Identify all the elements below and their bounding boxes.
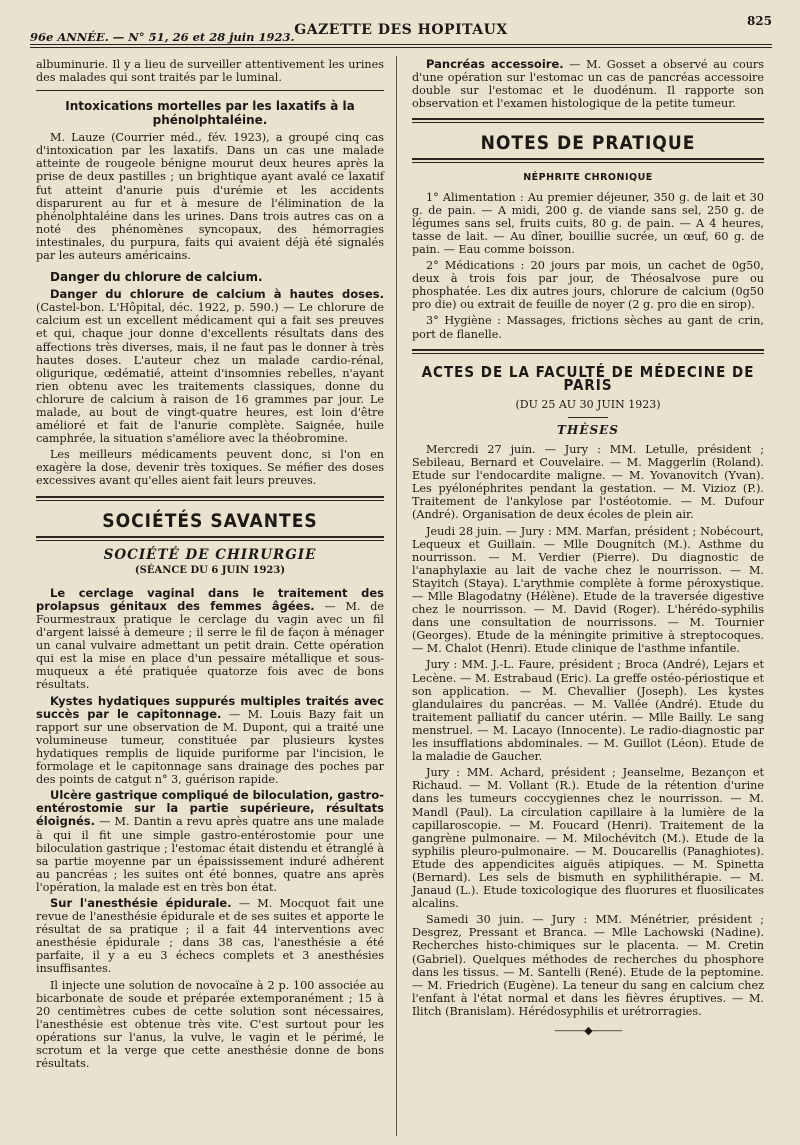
paragraph-alimentation: 1° Alimentation : Au premier déjeuner, 350 g. de lait et 30 g. de pain. — A midi, 200 g. de viande sans sel, 250 g. de légumes sans sel, fruits cuits, 80 g. de pain. — A 4 heures, tasse de lait. — Au dîner, bouillie sucrée, un œuf, 60 g. de pain. — Eau comme boisson. bbox=[412, 190, 764, 256]
text-cerclage: — M. de Fourmestraux pratique le cerclage du vagin avec un fil d'argent laissé à demeure ; il serre le fil de façon à ménager un canal vulvaire admettant un petit drain. Cette opération qui est la mise en place d'un pessaire métallique et sous-muqueux a été pratiquée quatorze fois avec de bons résultats. bbox=[36, 599, 385, 692]
section-title-notes: NOTES DE PRATIQUE bbox=[480, 132, 696, 155]
paragraph-samedi: Samedi 30 juin. — Jury : MM. Ménétrier, président ; Desgrez, Pressant et Branca. — Mlle Lachowski (Nadine). Recherches histo-chimiques sur le placenta. — M. Cretin (Gabriel). Quelques méthodes de recherches du phosphore dans les tissus. — M. Santelli (René). Etude de la peptomine. — M. Friedrich (Eugène). La teneur du sang en calcium chez l'enfant à l'état normal et dans les fièvres éruptives. — M. Ilitch (Branislam). Hérédosyphilis et urétrorragies. bbox=[412, 913, 764, 1018]
text-anesthesie: — M. Mocquot fait une revue de l'anesthésie épidurale et de ses suites et apporte le résultat de sa pratique ; il a fait 44 interventions avec anesthésie épidurale ; dans 38 cas, l'anesthésie a été parfaite, il y a eu 3 échecs complets et 3 anesthésies insuffisantes. bbox=[36, 896, 384, 976]
runhead-anesthesie: Sur l'anesthésie épidurale. bbox=[50, 895, 232, 910]
paragraph-jury-achard: Jury : MM. Achard, président ; Jeanselme, Bezançon et Richaud. — M. Vollant (R.). Etude de la rétention d'urine dans les tumeurs coccygiennes chez le nourrisson. — M. Mandl (Paul). La circulation capillaire à la lumière de la capillaroscopie. — M. Foucard (Henri). Traitement de la gangrène pulmonaire. — M. Milochévitch (M.). Etude de la syphilis pleuro-pulmonaire. — M. Doucarellis (Panaghiotes). Etude des appendicites aiguës atipiques. — M. Spinetta (Bernard). Les sels de bismuth en syphilithérapie. — M. Janaud (L.). Etude toxicologique des fluorures et fluosilicates alcalins. bbox=[412, 766, 764, 911]
section-title-societes: SOCIÉTÉS SAVANTES bbox=[102, 509, 318, 532]
section-rule bbox=[412, 349, 764, 354]
paragraph-kystes bbox=[36, 695, 384, 787]
paragraph-hygiene: 3° Hygiène : Massages, frictions sèches au gant de crin, port de flanelle. bbox=[412, 314, 764, 341]
paragraph-ulcere bbox=[36, 789, 384, 894]
paragraph-mercredi: Mercredi 27 juin. — Jury : MM. Letulle, président ; Sebileau, Bernard et Couvelaire. — M. Maggerlin (Roland). Etude sur l'endocardite maligne. — M. Yovanovitch (Yvan). Les pyélonéphrites pendant la gestation. — M. Vizioz (P.). Traitement de l'ankylose par l'ostéotomie. — M. Dufour (André). Organisation de deux écoles de plein air. bbox=[412, 442, 764, 522]
seance-date: (SÉANCE DU 6 JUIN 1923) bbox=[134, 564, 286, 576]
paragraph-anesthesie-2: Il injecte une solution de novocaïne à 2 p. 100 associée au bicarbonate de soude et préparée extemporanément ; 15 à 20 centimètres cubes de cette solution sont nécessaires, l'anesthésie est obtenue très vite. C'est surtout pour les opérations sur l'anus, la vulve, le vagin et le périmé, le scrotum et la verge que cette anesthésie donne de bons résultats. bbox=[36, 978, 384, 1071]
section-rule bbox=[412, 118, 764, 123]
journal-title: GAZETTE DES HOPITAUX bbox=[294, 22, 508, 38]
text-danger: (Castel-bon. L'Hôpital, déc. 1922, p. 590.) — Le chlorure de calcium est un excellent médicament qui a fait ses preuves et qui, chaque jour donne d'excellents résultats dans des affections très diverses, mais, il ne faut pas le donner à très hautes doses. L'auteur chez un malade cardio-rénal, oligurique, œdématié, atteint d'insomnies rebelles, n'ayant rien obtenu avec les traitements classiques, donne du chlorure de calcium à raison de 16 grammes par jour. Le malade, au bout de vingt-quatre heures, est loin d'être amélioré et fait de l'anurie complète. Saignée, huile camphrée, la situation s'améliore avec la théobromine. bbox=[36, 301, 384, 446]
actes-dates: (DU 25 AU 30 JUIN 1923) bbox=[515, 397, 661, 411]
section-title-actes: ACTES DE LA FACULTÉ DE MÉDECINE DE PARIS bbox=[421, 362, 755, 394]
paragraph-danger bbox=[36, 288, 384, 445]
page-header bbox=[30, 10, 772, 50]
paragraph-jury-faure: Jury : MM. J.-L. Faure, président ; Broca (André), Lejars et Lecène. — M. Estrabaud (Eric). La greffe ostéo-périostique et son application. — M. Chevallier (Joseph). Les kystes glandulaires du pancréas. — M. Vallée (André). Etude du traitement palliatif du cancer utérin. — Mlle Bailly. Le sang menstruel. — M. Lacayo (Innocente). Le radio-diagnostic par les insufflations abdominales. — M. Guillot (Léon). Etude de la maladie de Gaucher. bbox=[412, 658, 764, 764]
paragraph-danger-2: Les meilleurs médicaments peuvent donc, si l'on en exagère la dose, devenir très toxiques. Se méfier des doses excessives avant qu'elles aient fait leurs preuves. bbox=[36, 448, 384, 488]
header-rule bbox=[30, 44, 772, 48]
section-rule bbox=[36, 536, 384, 541]
right-column bbox=[412, 58, 764, 1037]
end-ornament: ———◆——— bbox=[554, 1024, 622, 1037]
society-name: SOCIÉTÉ DE CHIRURGIE bbox=[103, 546, 317, 563]
runhead-pancreas: Pancréas accessoire. bbox=[426, 57, 564, 71]
heading-danger: Danger du chlorure de calcium. bbox=[50, 270, 263, 285]
runhead-kystes: Kystes hydatiques suppurés multiples traités avec succès par le capitonnage. bbox=[36, 693, 384, 721]
runhead-cerclage: Le cerclage vaginal dans le traitement des prolapsus génitaux des femmes âgées. bbox=[36, 585, 384, 613]
paragraph-albuminurie: albuminurie. Il y a lieu de surveiller attentivement les urines des malades qui sont traités par le luminal. bbox=[36, 58, 384, 85]
paragraph-anesthesie bbox=[36, 897, 384, 976]
subheading-nephrite: NÉPHRITE CHRONIQUE bbox=[523, 172, 653, 184]
paragraph-intoxications: M. Lauze (Courrier méd., fév. 1923), a groupé cinq cas d'intoxication par les laxatifs. Dans un cas une malade atteinte de rougeole bénigne mourut deux heures après la prise de deux pastilles ; un brightique ayant avalé ce laxatif fut atteint d'anurie puis d'urémie et les accidents disparurent au fur et à mesure de l'élimination de la phénolphtaléine dans les urines. Dans trois autres cas on a noté des phénomènes syncopaux, des hémorragies intestinales, du purpura, faits qui avaient déjà été signalés par les auteurs américains. bbox=[36, 131, 384, 263]
text-kystes: — M. Louis Bazy fait un rapport sur une observation de M. Dupont, qui a traité une volumineuse tumeur, constituée par plusieurs kystes hydatiques remplis de liquide puriforme par l'incision, le formolage et le capitonnage sans drainage des poches par des points de catgut n° 3, guérison rapide. bbox=[36, 707, 384, 787]
text-ulcere: — M. Dantin a revu après quatre ans une malade à qui il fit une simple gastro-entérostomie pour une biloculation gastrique ; l'estomac était distendu et étranglé à sa partie moyenne par un épaississement induré adhérent au pancréas ; les suites ont été bonnes, quatre ans après l'opération, la malade est en très bon état. bbox=[36, 815, 384, 894]
runhead-ulcere: Ulcère gastrique compliqué de biloculation, gastro-entérostomie sur la partie supérieure, résultats éloignés. bbox=[36, 788, 384, 829]
paragraph-pancreas bbox=[412, 58, 764, 110]
section-rule bbox=[36, 496, 384, 501]
paragraph-jeudi: Jeudi 28 juin. — Jury : MM. Marfan, président ; Nobécourt, Lequeux et Guillain. — Mlle Dougnitch (M.). Asthme du nourrisson. — M. Verdier (Pierre). Du diagnostic de l'anaphylaxie au lait de vache chez le nourrisson. — M. Stayitch (Staya). L'arythmie complète à forme péroxystique. — Mlle Blagodatny (Hélène). Etude de la traversée digestive chez le nourrisson. — M. David (Roger). L'hérédo-syphilis dans une consultation de nourrissons. — M. Tournier (Georges). Etude de la méningite primitive à streptocoques. — M. Chalot (Henri). Etude clinique de l'asthme infantile. bbox=[412, 524, 764, 656]
column-divider bbox=[396, 56, 397, 1136]
page-number: 825 bbox=[746, 14, 772, 28]
left-column bbox=[36, 58, 384, 1073]
subheading-theses: THÈSES bbox=[557, 422, 619, 437]
paragraph-medications: 2° Médications : 20 jours par mois, un cachet de 0g50, deux à trois fois par jour, de Théosalvose pure ou phosphatée. Les dix autres jours, chlorure de calcium (0g50 pro die) ou extrait de feuille de noyer (2 g. pro die en sirop). bbox=[412, 259, 764, 312]
issue-info: 96e ANNÉE. — N° 51, 26 et 28 juin 1923. bbox=[30, 30, 295, 44]
runhead-danger: Danger du chlorure de calcium à hautes doses. bbox=[50, 287, 384, 302]
paragraph-cerclage bbox=[36, 587, 384, 692]
heading-intoxications: Intoxications mortelles par les laxatifs à la phénolphtaléine. bbox=[65, 99, 355, 128]
rule bbox=[36, 90, 384, 91]
section-rule bbox=[412, 158, 764, 163]
short-rule bbox=[568, 417, 608, 418]
text-pancreas: — M. Gosset a observé au cours d'une opération sur l'estomac un cas de pancréas accessoire double sur l'estomac et le duodénum. Il rapporte son observation et l'examen histologique de la petite tumeur. bbox=[412, 58, 765, 111]
